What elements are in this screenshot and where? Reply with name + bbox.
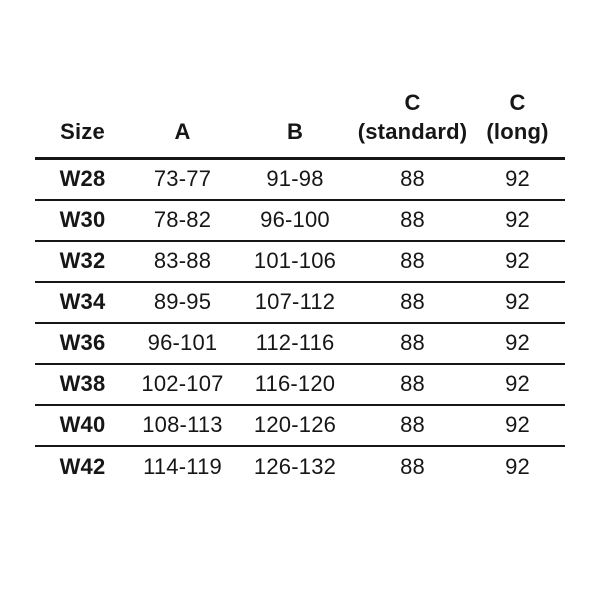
- table-row-w42: [35, 446, 565, 487]
- b-cell: 96-100: [260, 207, 330, 233]
- size-chart-table: [35, 88, 565, 487]
- a-cell: 96-101: [147, 330, 218, 356]
- header-label: C: [509, 90, 526, 115]
- size-cell: W40: [59, 412, 106, 438]
- b-cell: 112-116: [255, 330, 335, 356]
- header-label: C: [404, 90, 421, 115]
- c-standard-cell: 88: [400, 371, 425, 397]
- b-cell: 126-132: [253, 453, 337, 479]
- table-row-w28: [35, 159, 565, 200]
- a-cell: 102-107: [141, 371, 224, 397]
- c-standard-cell: 88: [400, 207, 425, 233]
- header-row: [35, 88, 565, 159]
- header-label: B: [286, 119, 304, 145]
- header-c-standard: [355, 88, 470, 159]
- size-cell: W28: [59, 166, 106, 192]
- size-cell: W38: [59, 371, 106, 397]
- size-cell: W42: [59, 453, 106, 479]
- header-a: [130, 88, 235, 159]
- a-cell: 108-113: [142, 412, 223, 438]
- table-row-w30: [35, 200, 565, 241]
- a-cell: 114-119: [143, 453, 222, 479]
- c-long-cell: 92: [505, 412, 530, 438]
- c-long-cell: 92: [505, 453, 530, 479]
- header-size: [35, 88, 130, 159]
- table-row-w34: [35, 282, 565, 323]
- table-row-w38: [35, 364, 565, 405]
- size-cell: W36: [59, 330, 106, 356]
- size-cell: W30: [59, 207, 106, 233]
- a-cell: 73-77: [153, 166, 212, 192]
- c-long-cell: 92: [505, 289, 530, 315]
- header-label: A: [174, 119, 191, 145]
- table-body: [35, 159, 565, 487]
- c-long-cell: 92: [505, 166, 530, 192]
- header-sublabel: (long): [486, 119, 549, 145]
- header-sublabel: (standard): [357, 119, 468, 145]
- b-cell: 107-112: [254, 289, 336, 315]
- c-standard-cell: 88: [400, 166, 425, 192]
- header-label: Size: [60, 119, 105, 145]
- b-cell: 120-126: [253, 412, 337, 438]
- table-row-w32: [35, 241, 565, 282]
- c-long-cell: 92: [505, 330, 530, 356]
- size-cell: W34: [59, 289, 106, 315]
- c-long-cell: 92: [505, 248, 530, 274]
- c-long-cell: 92: [505, 371, 530, 397]
- c-long-cell: 92: [505, 207, 530, 233]
- table-row-w40: [35, 405, 565, 446]
- header-b: [235, 88, 355, 159]
- b-cell: 91-98: [266, 166, 324, 192]
- c-standard-cell: 88: [400, 412, 425, 438]
- b-cell: 116-120: [254, 371, 336, 397]
- c-standard-cell: 88: [400, 289, 425, 315]
- a-cell: 89-95: [153, 289, 212, 315]
- a-cell: 83-88: [153, 248, 212, 274]
- b-cell: 101-106: [253, 248, 337, 274]
- size-cell: W32: [59, 248, 106, 274]
- table-header: [35, 88, 565, 159]
- table-row-w36: [35, 323, 565, 364]
- a-cell: 78-82: [153, 207, 212, 233]
- header-c-long: [470, 88, 565, 159]
- c-standard-cell: 88: [400, 453, 425, 479]
- c-standard-cell: 88: [400, 248, 425, 274]
- c-standard-cell: 88: [400, 330, 425, 356]
